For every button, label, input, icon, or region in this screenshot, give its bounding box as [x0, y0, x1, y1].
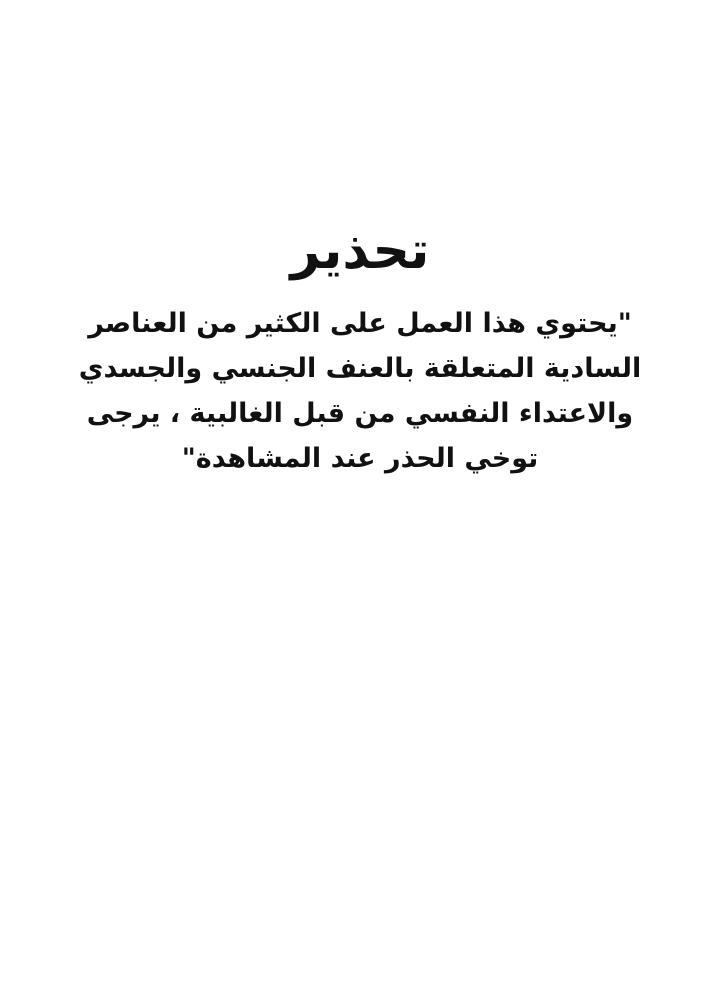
warning-line-1: "يحتوي هذا العمل على الكثير من العناصر [88, 308, 632, 339]
warning-title: تحذير [290, 221, 430, 281]
warning-line-3: والاعتداء النفسي من قبل الغالبية ، يرجى [86, 398, 634, 429]
warning-body [40, 301, 680, 481]
warning-line-2: السادية المتعلقة بالعنف الجنسي والجسدي [78, 353, 642, 384]
warning-block [40, 215, 680, 481]
warning-line-4: توخي الحذر عند المشاهدة" [181, 443, 539, 474]
